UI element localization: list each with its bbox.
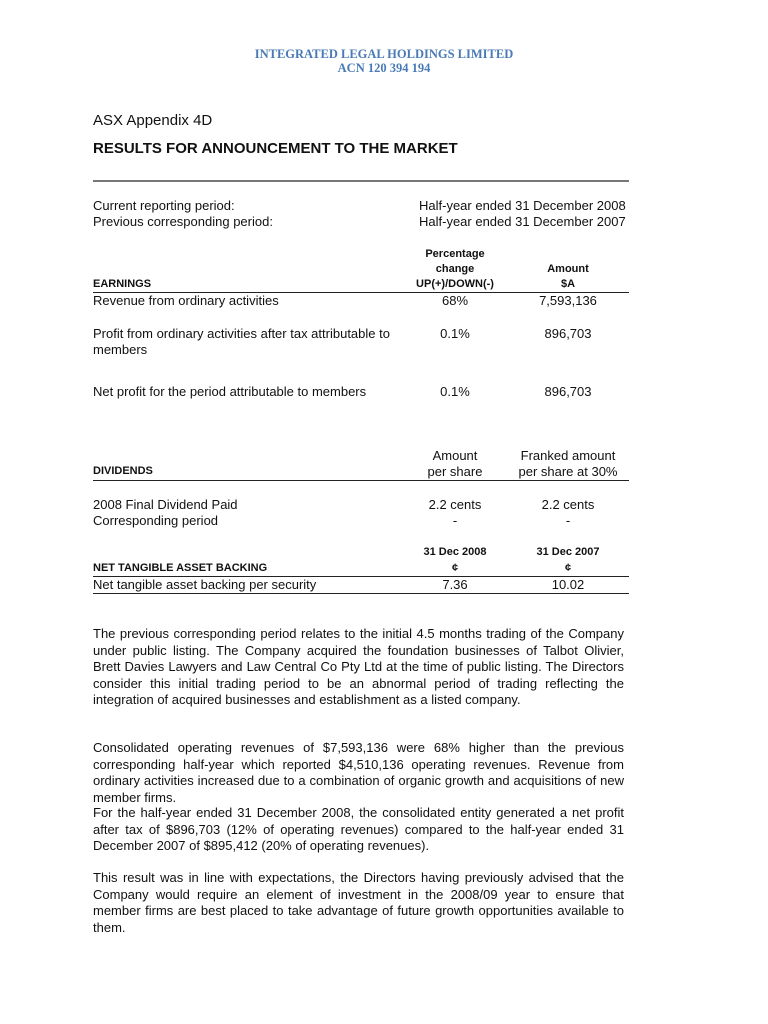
franked-header-2: per share at 30% bbox=[518, 464, 618, 479]
earnings-row-amount: 7,593,136 bbox=[539, 293, 597, 308]
dividend-row-amount: 2.2 cents bbox=[428, 497, 482, 512]
dividend-row-label: 2008 Final Dividend Paid bbox=[93, 497, 238, 512]
nta-row-value-2008: 7.36 bbox=[442, 577, 468, 592]
appendix-title: ASX Appendix 4D bbox=[93, 112, 213, 129]
nta-col1-header: 31 Dec 2008 bbox=[423, 546, 487, 558]
earnings-row-pct: 0.1% bbox=[440, 326, 470, 341]
commentary-paragraph: Consolidated operating revenues of $7,593,136 were 68% higher than the previous corresponding half-year which reported $4,510,136 operating revenues. Revenue from ordinary activities increased due to a combination of organic growth and acquisitions of new member firms. bbox=[93, 740, 624, 805]
earnings-row-label: Revenue from ordinary activities bbox=[93, 293, 279, 308]
dividend-row-franked: 2.2 cents bbox=[541, 497, 595, 512]
amount-col-header-1: Amount bbox=[547, 263, 589, 275]
pct-col-header-3: UP(+)/DOWN(-) bbox=[416, 278, 494, 290]
nta-bottom-rule bbox=[93, 593, 629, 594]
nta-heading: NET TANGIBLE ASSET BACKING bbox=[93, 562, 268, 574]
dividend-amount-header-1: Amount bbox=[432, 448, 478, 463]
franked-header-1: Franked amount bbox=[520, 448, 616, 463]
earnings-row-amount: 896,703 bbox=[544, 326, 592, 341]
dividend-row-label: Corresponding period bbox=[93, 513, 219, 528]
earnings-row-label: Profit from ordinary activities after tax attributable to members bbox=[93, 326, 390, 357]
nta-col2-unit: ¢ bbox=[564, 562, 572, 574]
nta-col2-header: 31 Dec 2007 bbox=[536, 546, 600, 558]
pct-col-header-2: change bbox=[435, 263, 475, 275]
earnings-heading: EARNINGS bbox=[93, 278, 152, 290]
announcement-title: RESULTS FOR ANNOUNCEMENT TO THE MARKET bbox=[93, 140, 458, 157]
previous-period-value: Half-year ended 31 December 2007 bbox=[419, 214, 626, 229]
nta-row-label: Net tangible asset backing per security bbox=[93, 577, 317, 592]
commentary-paragraph: This result was in line with expectations, the Directors having previously advised that the Company would require an element of investment in the 2008/09 year to ensure that member firms are best placed to take advantage of future growth opportunities available to them. bbox=[93, 870, 624, 935]
company-name: INTEGRATED LEGAL HOLDINGS LIMITED bbox=[254, 47, 514, 61]
dividends-heading: DIVIDENDS bbox=[93, 465, 153, 477]
commentary-paragraph: For the half-year ended 31 December 2008, the consolidated entity generated a net profit after tax of $896,703 (12% of operating revenues) compared to the half-year ended 31 December 2007 of $895,412 (20% of operating revenues). bbox=[93, 805, 624, 853]
dividend-amount-header-2: per share bbox=[427, 464, 483, 479]
nta-col1-unit: ¢ bbox=[451, 562, 459, 574]
company-acn: ACN 120 394 194 bbox=[337, 61, 431, 75]
earnings-row-pct: 0.1% bbox=[440, 384, 470, 399]
section-divider bbox=[93, 180, 629, 182]
dividend-row-franked: - bbox=[565, 513, 571, 528]
current-period-value: Half-year ended 31 December 2008 bbox=[419, 198, 626, 213]
earnings-row-label: Net profit for the period attributable to members bbox=[93, 384, 367, 399]
commentary-paragraph: The previous corresponding period relates to the initial 4.5 months trading of the Company under public listing. The Company acquired the foundation businesses of Talbot Olivier, Brett Davies Lawyers and Law Central Co Pty Ltd at the time of public listing. The Directors consider this initial trading period to be an abnormal period of trading reflecting the integration of acquired businesses and establishment as a listed company. bbox=[93, 626, 624, 707]
dividends-header-rule bbox=[93, 480, 629, 481]
earnings-row-amount: 896,703 bbox=[544, 384, 592, 399]
previous-period-label: Previous corresponding period: bbox=[93, 214, 273, 229]
nta-row-value-2007: 10.02 bbox=[551, 577, 585, 592]
amount-col-header-2: $A bbox=[560, 278, 576, 290]
current-period-label: Current reporting period: bbox=[93, 198, 235, 213]
earnings-row-pct: 68% bbox=[441, 293, 469, 308]
pct-col-header-1: Percentage bbox=[425, 248, 485, 260]
dividend-row-amount: - bbox=[452, 513, 458, 528]
